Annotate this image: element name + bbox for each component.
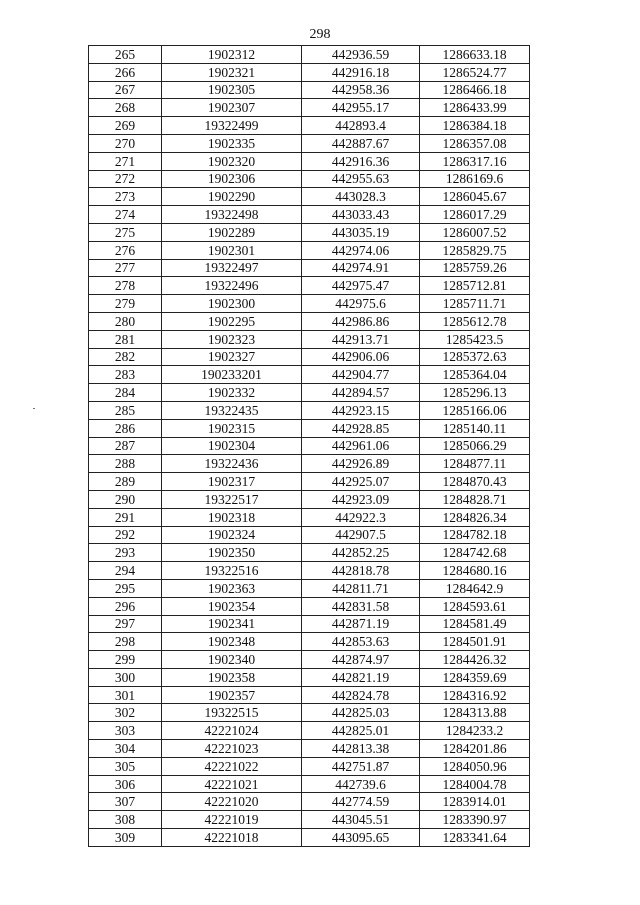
y-coordinate-cell: 1285372.63 [420, 348, 530, 366]
table-row [89, 722, 530, 740]
y-coordinate-cell: 1286384.18 [420, 117, 530, 135]
point-id-cell: 1902320 [162, 152, 302, 170]
point-id-cell: 1902327 [162, 348, 302, 366]
point-id-cell: 42221020 [162, 793, 302, 811]
point-id-cell: 1902300 [162, 295, 302, 313]
y-coordinate-cell: 1284642.9 [420, 579, 530, 597]
point-id-cell: 42221018 [162, 829, 302, 847]
row-number-cell: 305 [89, 757, 162, 775]
point-id-cell: 1902332 [162, 384, 302, 402]
point-id-cell: 19322515 [162, 704, 302, 722]
x-coordinate-cell: 442739.6 [302, 775, 420, 793]
x-coordinate-cell: 442975.6 [302, 295, 420, 313]
margin-speck [33, 408, 35, 409]
row-number-cell: 271 [89, 152, 162, 170]
row-number-cell: 284 [89, 384, 162, 402]
x-coordinate-cell: 442811.71 [302, 579, 420, 597]
row-number-cell: 308 [89, 811, 162, 829]
row-number-cell: 306 [89, 775, 162, 793]
row-number-cell: 277 [89, 259, 162, 277]
y-coordinate-cell: 1283341.64 [420, 829, 530, 847]
point-id-cell: 1902335 [162, 134, 302, 152]
point-id-cell: 1902323 [162, 330, 302, 348]
y-coordinate-cell: 1284050.96 [420, 757, 530, 775]
point-id-cell: 19322496 [162, 277, 302, 295]
point-id-cell: 1902358 [162, 668, 302, 686]
table-row [89, 330, 530, 348]
y-coordinate-cell: 1284359.69 [420, 668, 530, 686]
x-coordinate-cell: 442831.58 [302, 597, 420, 615]
x-coordinate-cell: 442824.78 [302, 686, 420, 704]
x-coordinate-cell: 442922.3 [302, 508, 420, 526]
table-row [89, 455, 530, 473]
table-row [89, 277, 530, 295]
x-coordinate-cell: 443033.43 [302, 206, 420, 224]
row-number-cell: 302 [89, 704, 162, 722]
point-id-cell: 1902321 [162, 63, 302, 81]
table-row [89, 366, 530, 384]
row-number-cell: 266 [89, 63, 162, 81]
coordinates-table-body [89, 46, 530, 847]
y-coordinate-cell: 1283390.97 [420, 811, 530, 829]
point-id-cell: 1902301 [162, 241, 302, 259]
x-coordinate-cell: 442955.17 [302, 99, 420, 117]
row-number-cell: 303 [89, 722, 162, 740]
page-number: 298 [309, 27, 331, 42]
table-row [89, 704, 530, 722]
table-row [89, 223, 530, 241]
point-id-cell: 19322517 [162, 490, 302, 508]
point-id-cell: 1902315 [162, 419, 302, 437]
table-row [89, 295, 530, 313]
x-coordinate-cell: 442893.4 [302, 117, 420, 135]
table-row [89, 437, 530, 455]
table-row [89, 490, 530, 508]
row-number-cell: 288 [89, 455, 162, 473]
x-coordinate-cell: 442913.71 [302, 330, 420, 348]
table-row [89, 668, 530, 686]
row-number-cell: 304 [89, 740, 162, 758]
table-row [89, 384, 530, 402]
point-id-cell: 1902318 [162, 508, 302, 526]
point-id-cell: 1902306 [162, 170, 302, 188]
row-number-cell: 307 [89, 793, 162, 811]
point-id-cell: 19322499 [162, 117, 302, 135]
y-coordinate-cell: 1285166.06 [420, 401, 530, 419]
x-coordinate-cell: 442936.59 [302, 46, 420, 64]
y-coordinate-cell: 1284316.92 [420, 686, 530, 704]
x-coordinate-cell: 442975.47 [302, 277, 420, 295]
x-coordinate-cell: 442818.78 [302, 562, 420, 580]
point-id-cell: 1902354 [162, 597, 302, 615]
y-coordinate-cell: 1286317.16 [420, 152, 530, 170]
table-row [89, 170, 530, 188]
y-coordinate-cell: 1284870.43 [420, 473, 530, 491]
x-coordinate-cell: 442751.87 [302, 757, 420, 775]
y-coordinate-cell: 1285140.11 [420, 419, 530, 437]
x-coordinate-cell: 442916.36 [302, 152, 420, 170]
point-id-cell: 1902307 [162, 99, 302, 117]
x-coordinate-cell: 442813.38 [302, 740, 420, 758]
row-number-cell: 268 [89, 99, 162, 117]
table-row [89, 259, 530, 277]
row-number-cell: 309 [89, 829, 162, 847]
point-id-cell: 190233201 [162, 366, 302, 384]
table-row [89, 81, 530, 99]
row-number-cell: 290 [89, 490, 162, 508]
row-number-cell: 265 [89, 46, 162, 64]
x-coordinate-cell: 442907.5 [302, 526, 420, 544]
row-number-cell: 282 [89, 348, 162, 366]
row-number-cell: 296 [89, 597, 162, 615]
x-coordinate-cell: 442958.36 [302, 81, 420, 99]
x-coordinate-cell: 442904.77 [302, 366, 420, 384]
point-id-cell: 1902363 [162, 579, 302, 597]
x-coordinate-cell: 442923.15 [302, 401, 420, 419]
y-coordinate-cell: 1284593.61 [420, 597, 530, 615]
row-number-cell: 280 [89, 312, 162, 330]
row-number-cell: 281 [89, 330, 162, 348]
table-row [89, 686, 530, 704]
point-id-cell: 1902357 [162, 686, 302, 704]
table-row [89, 419, 530, 437]
point-id-cell: 1902295 [162, 312, 302, 330]
x-coordinate-cell: 442955.63 [302, 170, 420, 188]
table-row [89, 579, 530, 597]
x-coordinate-cell: 442852.25 [302, 544, 420, 562]
row-number-cell: 273 [89, 188, 162, 206]
row-number-cell: 295 [89, 579, 162, 597]
row-number-cell: 293 [89, 544, 162, 562]
table-row [89, 526, 530, 544]
y-coordinate-cell: 1283914.01 [420, 793, 530, 811]
point-id-cell: 1902317 [162, 473, 302, 491]
table-row [89, 401, 530, 419]
table-row [89, 312, 530, 330]
table-row [89, 757, 530, 775]
x-coordinate-cell: 442906.06 [302, 348, 420, 366]
table-row [89, 544, 530, 562]
y-coordinate-cell: 1285712.81 [420, 277, 530, 295]
x-coordinate-cell: 442871.19 [302, 615, 420, 633]
x-coordinate-cell: 442825.01 [302, 722, 420, 740]
point-id-cell: 42221021 [162, 775, 302, 793]
x-coordinate-cell: 442928.85 [302, 419, 420, 437]
table-row [89, 508, 530, 526]
y-coordinate-cell: 1285759.26 [420, 259, 530, 277]
y-coordinate-cell: 1286045.67 [420, 188, 530, 206]
y-coordinate-cell: 1286357.08 [420, 134, 530, 152]
point-id-cell: 42221023 [162, 740, 302, 758]
row-number-cell: 300 [89, 668, 162, 686]
table-row [89, 99, 530, 117]
x-coordinate-cell: 442916.18 [302, 63, 420, 81]
y-coordinate-cell: 1284782.18 [420, 526, 530, 544]
point-id-cell: 42221019 [162, 811, 302, 829]
table-row [89, 811, 530, 829]
point-id-cell: 1902289 [162, 223, 302, 241]
y-coordinate-cell: 1284426.32 [420, 651, 530, 669]
table-row [89, 562, 530, 580]
table-row [89, 46, 530, 64]
point-id-cell: 19322436 [162, 455, 302, 473]
table-row [89, 152, 530, 170]
row-number-cell: 276 [89, 241, 162, 259]
y-coordinate-cell: 1284877.11 [420, 455, 530, 473]
table-row [89, 597, 530, 615]
y-coordinate-cell: 1284680.16 [420, 562, 530, 580]
y-coordinate-cell: 1284826.34 [420, 508, 530, 526]
x-coordinate-cell: 443035.19 [302, 223, 420, 241]
row-number-cell: 298 [89, 633, 162, 651]
point-id-cell: 1902350 [162, 544, 302, 562]
row-number-cell: 275 [89, 223, 162, 241]
table-row [89, 651, 530, 669]
row-number-cell: 267 [89, 81, 162, 99]
y-coordinate-cell: 1284201.86 [420, 740, 530, 758]
row-number-cell: 278 [89, 277, 162, 295]
row-number-cell: 301 [89, 686, 162, 704]
y-coordinate-cell: 1286466.18 [420, 81, 530, 99]
row-number-cell: 289 [89, 473, 162, 491]
table-row [89, 188, 530, 206]
row-number-cell: 291 [89, 508, 162, 526]
y-coordinate-cell: 1285296.13 [420, 384, 530, 402]
row-number-cell: 279 [89, 295, 162, 313]
y-coordinate-cell: 1285364.04 [420, 366, 530, 384]
x-coordinate-cell: 443045.51 [302, 811, 420, 829]
table-row [89, 63, 530, 81]
y-coordinate-cell: 1284233.2 [420, 722, 530, 740]
x-coordinate-cell: 442887.67 [302, 134, 420, 152]
y-coordinate-cell: 1286169.6 [420, 170, 530, 188]
point-id-cell: 1902340 [162, 651, 302, 669]
row-number-cell: 272 [89, 170, 162, 188]
y-coordinate-cell: 1285612.78 [420, 312, 530, 330]
table-row [89, 117, 530, 135]
y-coordinate-cell: 1286017.29 [420, 206, 530, 224]
row-number-cell: 294 [89, 562, 162, 580]
row-number-cell: 283 [89, 366, 162, 384]
x-coordinate-cell: 442853.63 [302, 633, 420, 651]
row-number-cell: 269 [89, 117, 162, 135]
point-id-cell: 42221022 [162, 757, 302, 775]
row-number-cell: 270 [89, 134, 162, 152]
y-coordinate-cell: 1284828.71 [420, 490, 530, 508]
row-number-cell: 286 [89, 419, 162, 437]
table-row [89, 473, 530, 491]
x-coordinate-cell: 442986.86 [302, 312, 420, 330]
x-coordinate-cell: 442821.19 [302, 668, 420, 686]
point-id-cell: 19322516 [162, 562, 302, 580]
point-id-cell: 19322435 [162, 401, 302, 419]
point-id-cell: 1902324 [162, 526, 302, 544]
coordinates-table [88, 45, 530, 847]
x-coordinate-cell: 442894.57 [302, 384, 420, 402]
table-row [89, 793, 530, 811]
point-id-cell: 19322498 [162, 206, 302, 224]
y-coordinate-cell: 1286633.18 [420, 46, 530, 64]
table-row [89, 740, 530, 758]
table-row [89, 206, 530, 224]
x-coordinate-cell: 443095.65 [302, 829, 420, 847]
y-coordinate-cell: 1284004.78 [420, 775, 530, 793]
point-id-cell: 1902305 [162, 81, 302, 99]
x-coordinate-cell: 442961.06 [302, 437, 420, 455]
row-number-cell: 297 [89, 615, 162, 633]
row-number-cell: 299 [89, 651, 162, 669]
table-row [89, 633, 530, 651]
point-id-cell: 19322497 [162, 259, 302, 277]
y-coordinate-cell: 1285829.75 [420, 241, 530, 259]
x-coordinate-cell: 442874.97 [302, 651, 420, 669]
row-number-cell: 292 [89, 526, 162, 544]
y-coordinate-cell: 1284313.88 [420, 704, 530, 722]
row-number-cell: 287 [89, 437, 162, 455]
point-id-cell: 1902348 [162, 633, 302, 651]
point-id-cell: 1902312 [162, 46, 302, 64]
row-number-cell: 285 [89, 401, 162, 419]
x-coordinate-cell: 443028.3 [302, 188, 420, 206]
point-id-cell: 1902304 [162, 437, 302, 455]
x-coordinate-cell: 442774.59 [302, 793, 420, 811]
table-row [89, 241, 530, 259]
y-coordinate-cell: 1284501.91 [420, 633, 530, 651]
table-row [89, 615, 530, 633]
point-id-cell: 1902290 [162, 188, 302, 206]
x-coordinate-cell: 442825.03 [302, 704, 420, 722]
x-coordinate-cell: 442923.09 [302, 490, 420, 508]
row-number-cell: 274 [89, 206, 162, 224]
x-coordinate-cell: 442926.89 [302, 455, 420, 473]
table-row [89, 775, 530, 793]
y-coordinate-cell: 1286433.99 [420, 99, 530, 117]
x-coordinate-cell: 442974.91 [302, 259, 420, 277]
y-coordinate-cell: 1284742.68 [420, 544, 530, 562]
y-coordinate-cell: 1284581.49 [420, 615, 530, 633]
y-coordinate-cell: 1286007.52 [420, 223, 530, 241]
y-coordinate-cell: 1286524.77 [420, 63, 530, 81]
point-id-cell: 42221024 [162, 722, 302, 740]
y-coordinate-cell: 1285711.71 [420, 295, 530, 313]
point-id-cell: 1902341 [162, 615, 302, 633]
x-coordinate-cell: 442974.06 [302, 241, 420, 259]
table-row [89, 829, 530, 847]
x-coordinate-cell: 442925.07 [302, 473, 420, 491]
table-row [89, 348, 530, 366]
y-coordinate-cell: 1285066.29 [420, 437, 530, 455]
table-row [89, 134, 530, 152]
y-coordinate-cell: 1285423.5 [420, 330, 530, 348]
